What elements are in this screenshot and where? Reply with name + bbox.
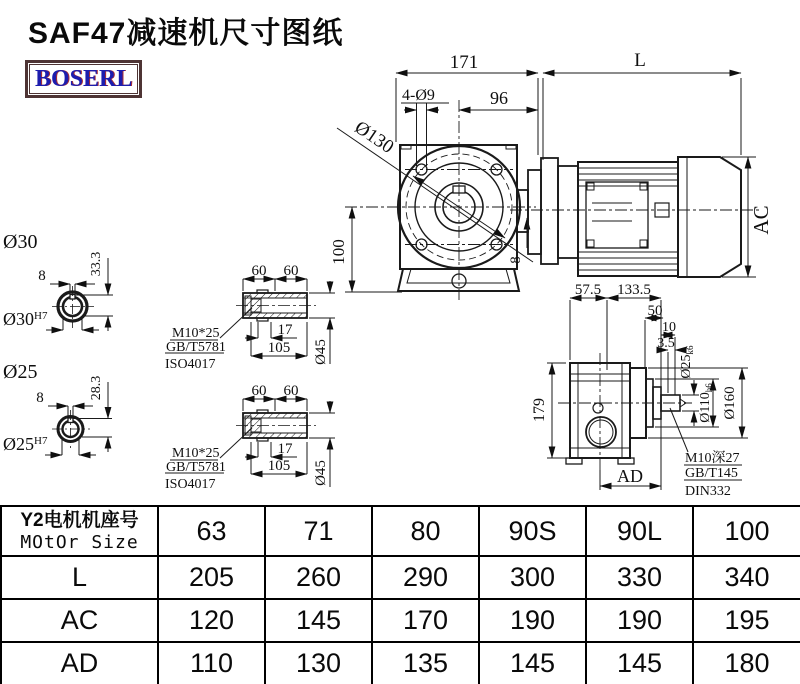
- page-title: SAF47减速机尺寸图纸: [28, 17, 344, 50]
- section30-title: Ø30: [3, 231, 38, 253]
- detail2-dim-60a: 60: [251, 383, 267, 399]
- thread-note-line1: M10深27: [685, 451, 740, 466]
- detail1-dim-17: 17: [277, 322, 293, 338]
- L-63: 205: [158, 556, 265, 599]
- AC-90s: 190: [479, 599, 586, 642]
- shaft-detail-1: [165, 263, 335, 372]
- dim-d25k6-label: $Ø25_{k6}$: [679, 345, 695, 379]
- bore-section-30: [3, 231, 113, 331]
- row-label-AC: AC: [1, 599, 158, 642]
- table-row-AD: [1, 642, 800, 684]
- AC-63: 120: [158, 599, 265, 642]
- row-label-AD: AD: [1, 642, 158, 684]
- AD-80: 135: [372, 642, 479, 684]
- section30-keywidth-label: 8: [38, 268, 46, 284]
- section25-keywidth-label: 8: [36, 390, 44, 406]
- assembly-view: [329, 50, 773, 300]
- size-63: 63: [158, 506, 265, 556]
- detail1-note-line1: M10*25: [172, 326, 220, 341]
- section25-keyheight-label: 28.3: [89, 375, 104, 401]
- header-en: MOtOr Size: [20, 531, 139, 553]
- table-row-AC: [1, 599, 800, 642]
- dim-d130-label: Ø130: [350, 116, 398, 158]
- dim-3-5-label: 3.5: [657, 336, 675, 351]
- AC-80: 170: [372, 599, 479, 642]
- thread-note-line3: DIN332: [685, 484, 731, 499]
- L-80: 290: [372, 556, 479, 599]
- holes-4d9-label: 4-Ø9: [402, 87, 435, 104]
- detail1-dim-60a: 60: [251, 263, 267, 279]
- size-80: 80: [372, 506, 479, 556]
- detail1-dim-d45: Ø45: [313, 339, 329, 365]
- size-90s: 90S: [479, 506, 586, 556]
- section30-keyheight-label: 33.3: [89, 251, 104, 277]
- size-100: 100: [693, 506, 800, 556]
- detail2-dim-105: 105: [267, 458, 291, 474]
- dim-ac-label: AC: [749, 205, 773, 235]
- table-header-row: [1, 506, 800, 556]
- AD-71: 130: [265, 642, 372, 684]
- L-90s: 300: [479, 556, 586, 599]
- row-label-L: L: [1, 556, 158, 599]
- dim-179-label: 179: [531, 398, 548, 422]
- size-90l: 90L: [586, 506, 693, 556]
- L-71: 260: [265, 556, 372, 599]
- header-motor-size-cell: [1, 506, 158, 556]
- AD-63: 110: [158, 642, 265, 684]
- dim-d110h6-label: $Ø110_{h6}$: [698, 383, 714, 423]
- header-cn: Y2电机机座号: [20, 509, 139, 531]
- dim-171-label: 171: [449, 52, 479, 73]
- dim-8-spigot-label: 8: [508, 256, 524, 264]
- table-row-L: [1, 556, 800, 599]
- detail1-note-line2: GB/T5781: [166, 340, 226, 355]
- dim-96-label: 96: [490, 88, 508, 108]
- dim-50-label: 50: [647, 303, 663, 319]
- detail1-dim-105: 105: [267, 340, 291, 356]
- logo-text: BOSERL: [35, 66, 133, 92]
- dim-l-label: L: [634, 50, 646, 71]
- side-view: [531, 282, 748, 499]
- dim-ad-label: AD: [617, 466, 643, 486]
- detail1-note-line3: ISO4017: [165, 357, 216, 372]
- AC-100: 195: [693, 599, 800, 642]
- motor-size-table: [0, 505, 800, 684]
- detail2-dim-60b: 60: [283, 383, 299, 399]
- detail1-dim-60b: 60: [283, 263, 299, 279]
- detail2-note-line3: ISO4017: [165, 477, 216, 492]
- section25-title: Ø25: [3, 361, 38, 383]
- dim-d160-label: Ø160: [722, 386, 738, 420]
- AD-90s: 145: [479, 642, 586, 684]
- shaft-detail-2: [165, 383, 335, 492]
- detail2-dim-d45: Ø45: [313, 460, 329, 486]
- size-71: 71: [265, 506, 372, 556]
- AD-100: 180: [693, 642, 800, 684]
- dim-133-5-label: 133.5: [617, 282, 651, 298]
- detail2-dim-17: 17: [277, 441, 293, 457]
- bore-section-25: [3, 361, 112, 455]
- dim-57-5-label: 57.5: [574, 282, 602, 298]
- dim-100-label: 100: [329, 239, 348, 265]
- detail2-note-line2: GB/T5781: [166, 460, 226, 475]
- L-100: 340: [693, 556, 800, 599]
- section25-bore-label: $Ø25^{H7}$: [3, 434, 48, 454]
- AC-71: 145: [265, 599, 372, 642]
- dim-10-label: 10: [662, 320, 676, 335]
- AD-90l: 145: [586, 642, 693, 684]
- L-90l: 330: [586, 556, 693, 599]
- AC-90l: 190: [586, 599, 693, 642]
- thread-note-line2: GB/T145: [685, 466, 738, 481]
- detail2-note-line1: M10*25: [172, 446, 220, 461]
- section30-bore-label: $Ø30^{H7}$: [3, 309, 48, 329]
